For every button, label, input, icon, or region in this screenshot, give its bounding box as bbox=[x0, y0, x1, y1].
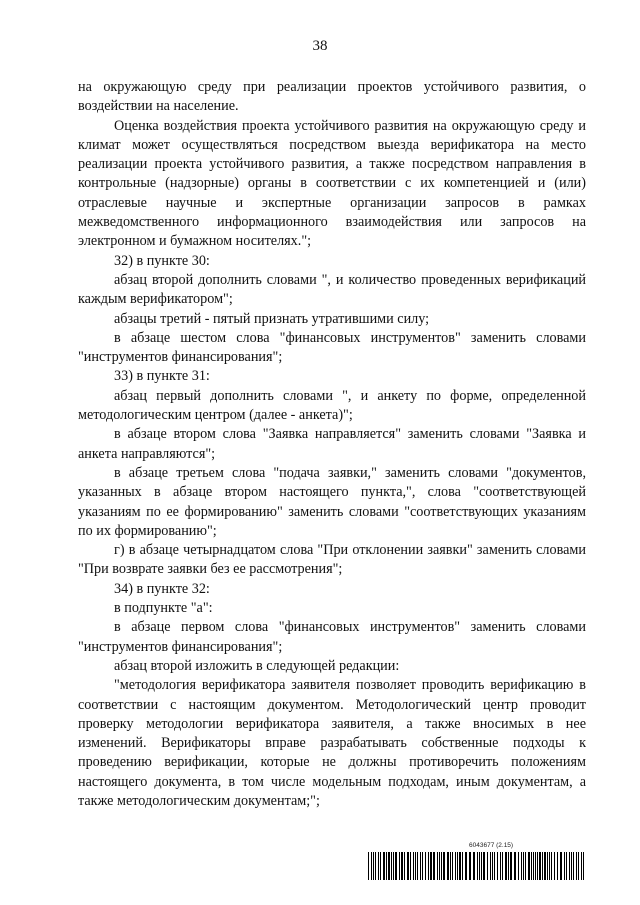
paragraph: 32) в пункте 30: bbox=[114, 252, 210, 269]
paragraph: "методология верификатора заявителя позволяет проводить верификацию в соответствии с настоящим документом. Методологический центр проводит проверку методологии верификатора заявителя, а также вносимых в нее изменений. Верификаторы вправе разрабатывать собственные подходы к проведению верификации, которые не должны противоречить положениям настоящего документа, в том числе модельным подходам, иным документам, а также методологическим документам;"; bbox=[78, 677, 586, 809]
paragraph: в абзаце шестом слова "финансовых инструментов" заменить словами "инструментов финансирования"; bbox=[78, 329, 586, 366]
paragraph: на окружающую среду при реализации проектов устойчивого развития, о воздействии на население. bbox=[78, 79, 586, 115]
paragraph: в абзаце первом слова "финансовых инструментов" заменить словами "инструментов финансирования"; bbox=[78, 619, 586, 655]
paragraph: в подпункте "а": bbox=[114, 600, 213, 617]
paragraph: Оценка воздействия проекта устойчивого развития на окружающую среду и климат может осуществляться посредством выезда верификатора на место реализации проекта устойчивого развития, а также посредством направления в контрольные (надзорные) органы в соответствии с их компетенцией и (или) отраслевые научные и экспертные организации запросов в рамках межведомственного информационного взаимодействия или запросов на электронном и бумажном носителях."; bbox=[78, 117, 586, 250]
paragraph: 33) в пункте 31: bbox=[114, 368, 210, 385]
paragraph: абзацы третий - пятый признать утратившими силу; bbox=[114, 310, 430, 327]
paragraph: абзац второй дополнить словами ", и количество проведенных верификаций каждым верификатором"; bbox=[78, 271, 586, 308]
document-body bbox=[78, 78, 586, 811]
paragraph: абзац второй изложить в следующей редакции: bbox=[114, 657, 400, 674]
paragraph: в абзаце втором слова "Заявка направляется" заменить словами "Заявка и анкета направляются"; bbox=[78, 426, 586, 462]
paragraph: в абзаце третьем слова "подача заявки," заменить словами "документов, указанных в абзаце втором настоящего пункта,", слова "соответствующей указаниям по ее формированию" заменить словами "соответствующих указаниям по их формированию"; bbox=[78, 464, 586, 539]
paragraph: 34) в пункте 32: bbox=[114, 580, 210, 597]
paragraph: абзац первый дополнить словами ", и анкету по форме, определенной методологическим центром (далее - анкета)"; bbox=[78, 387, 586, 424]
barcode-icon bbox=[368, 852, 586, 880]
paragraph: г) в абзаце четырнадцатом слова "При отклонении заявки" заменить словами "При возврате заявки без ее рассмотрения"; bbox=[78, 542, 586, 578]
page-number: 38 bbox=[312, 38, 328, 54]
document-code: 6043677 (2.15) bbox=[469, 842, 514, 849]
